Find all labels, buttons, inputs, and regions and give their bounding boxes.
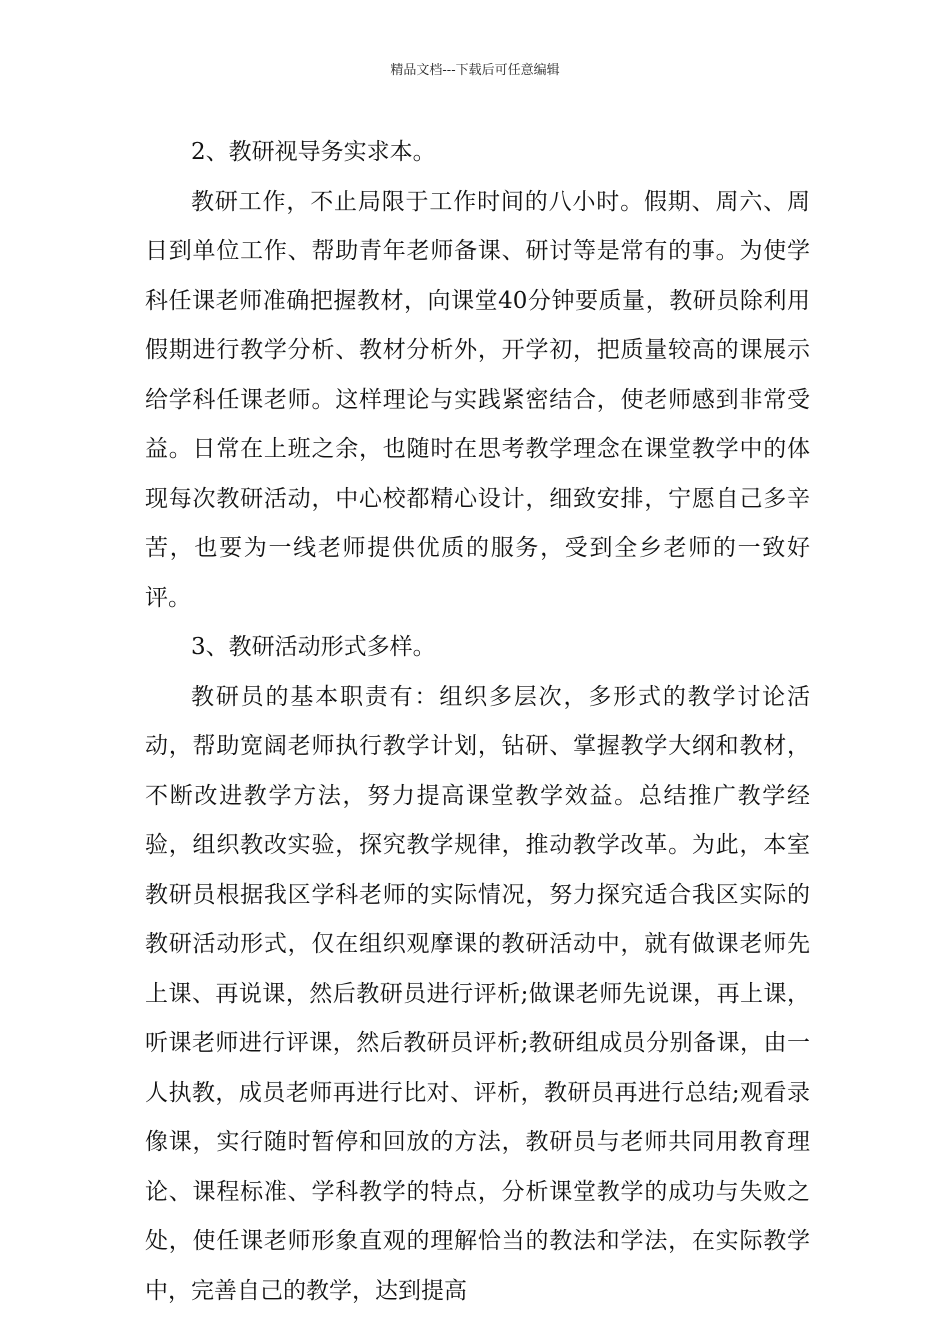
page-header: 精品文档---下载后可任意编辑 (390, 63, 560, 78)
section-paragraph-2: 教研工作，不止局限于工作时间的八小时。假期、周六、周日到单位工作、帮助青年老师备课、研讨等是常有的事。为使学科任课老师准确把握教材，向课堂40分钟要质量，教研员除利用假期进行教学分析、教材分析外，开学初，把质量较高的课展示给学科任课老师。这样理论与实践紧密结合，使老师感到非常受益。日常在上班之余，也随时在思考教学理念在课堂教学中的体现每次教研活动，中心校都精心设计，细致安排，宁愿自己多辛苦，也要为一线老师提供优质的服务，受到全乡老师的一致好评。 (145, 188, 810, 611)
section-heading-2: 2、教研视导务实求本。 (191, 139, 436, 165)
section-heading-3: 3、教研活动形式多样。 (191, 634, 436, 660)
document-body (145, 128, 810, 1316)
section-paragraph-3: 教研员的基本职责有：组织多层次，多形式的教学讨论活动，帮助宽阔老师执行教学计划，钻研、掌握教学大纲和教材，不断改进教学方法，努力提高课堂教学效益。总结推广教学经验，组织教改实验，探究教学规律，推动教学改革。为此，本室教研员根据我区学科老师的实际情况，努力探究适合我区实际的教研活动形式，仅在组织观摩课的教研活动中，就有做课老师先上课、再说课，然后教研员进行评析;做课老师先说课，再上课，听课老师进行评课，然后教研员评析;教研组成员分别备课，由一人执教，成员老师再进行比对、评析，教研员再进行总结;观看录像课，实行随时暂停和回放的方法，教研员与老师共同用教育理论、课程标准、学科教学的特点，分析课堂教学的成功与失败之处，使任课老师形象直观的理解恰当的教法和学法，在实际教学中，完善自己的教学，达到提高 (145, 683, 810, 1304)
